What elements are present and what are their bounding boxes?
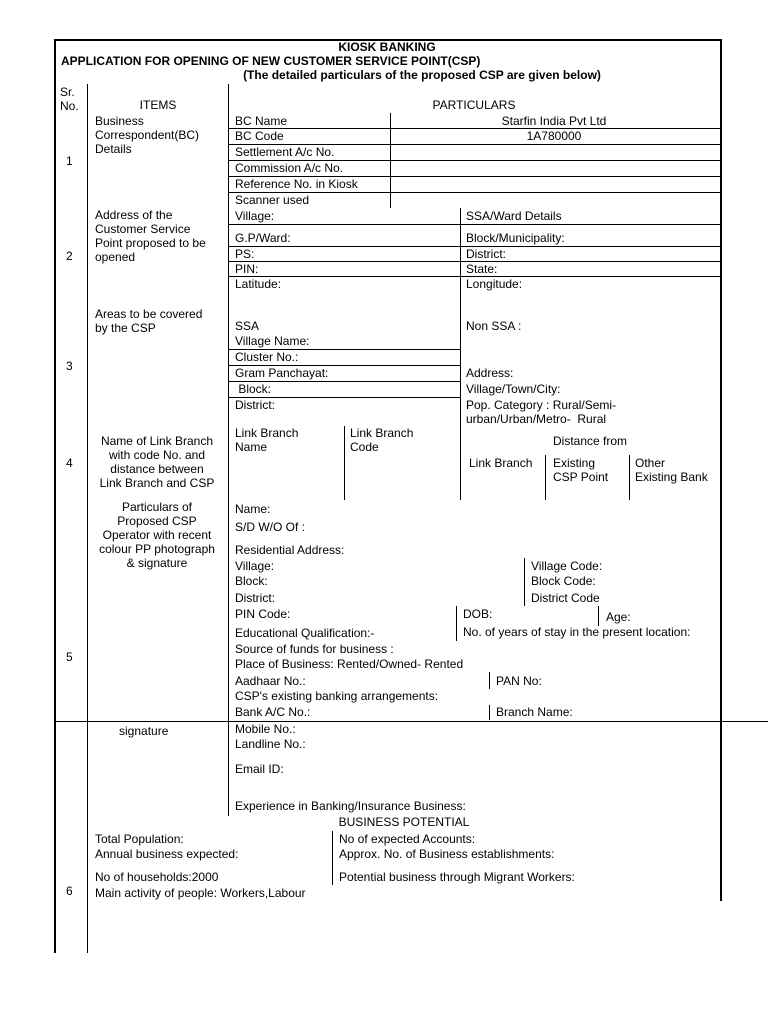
rule-line (228, 381, 460, 382)
operator-residential-address-field[interactable]: Residential Address: (235, 543, 345, 557)
non-ssa-field[interactable]: Non SSA : (466, 319, 522, 333)
csp-address-left-field[interactable]: G.P/Ward: (235, 231, 291, 245)
rule-line (228, 128, 721, 129)
operator-experience-field[interactable]: Experience in Banking/Insurance Business: (235, 799, 466, 813)
operator-village-field[interactable]: Village: (235, 559, 275, 573)
csp-address-right-field[interactable]: State: (466, 262, 498, 276)
operator-banking-arrangements-field[interactable]: CSP's existing banking arrangements: (235, 689, 439, 703)
operator-bank-ac-field[interactable]: Bank A/C No.: (235, 705, 311, 719)
rule-line (228, 365, 460, 366)
rule-line (545, 455, 546, 500)
area-left-field[interactable]: Block: (235, 382, 272, 396)
distance-existing-csp-header: Existing CSP Point (553, 456, 609, 484)
area-left-field[interactable]: Village Name: (235, 334, 310, 348)
sr-number-6: 6 (66, 884, 73, 898)
bc-field-value: Starfin India Pvt Ltd (501, 114, 607, 128)
csp-address-left-field[interactable]: Latitude: (235, 277, 282, 291)
operator-email-field[interactable]: Email ID: (235, 762, 284, 776)
rule-line (228, 144, 721, 145)
operator-dob-field[interactable]: DOB: (463, 607, 493, 621)
sr-number-2: 2 (66, 249, 73, 263)
sr-number-1: 1 (66, 154, 73, 168)
rule-line (524, 558, 525, 606)
rule-line (228, 276, 721, 277)
rule-line (456, 606, 457, 641)
operator-district-code-field[interactable]: District Code (531, 591, 600, 605)
business-households: No of households:2000 (95, 870, 219, 884)
rule-line (489, 705, 490, 720)
rule-line (228, 261, 721, 262)
rule-line (228, 176, 721, 177)
bc-field-label: BC Name (235, 114, 288, 128)
csp-address-left-field[interactable]: PIN: (235, 262, 259, 276)
form-title-application: APPLICATION FOR OPENING OF NEW CUSTOMER SERVICE POINT(CSP) (61, 54, 481, 68)
link-branch-name-header: Link Branch Name (235, 426, 299, 454)
operator-education-field[interactable]: Educational Qualification:- (235, 626, 375, 640)
sr-number-4: 4 (66, 456, 73, 470)
form-title-kiosk-banking: KIOSK BANKING (338, 40, 436, 54)
bc-field-label: BC Code (235, 129, 284, 143)
operator-mobile-field[interactable]: Mobile No.: (235, 722, 296, 736)
item-areas-covered: Areas to be covered by the CSP (95, 307, 203, 335)
rule-line (228, 224, 721, 225)
rule-line (460, 305, 461, 426)
rule-line (489, 672, 490, 689)
bc-field-value: 1A780000 (526, 129, 582, 143)
operator-branch-name-field[interactable]: Branch Name: (496, 705, 573, 719)
business-annual-expected: Annual business expected: (95, 847, 239, 861)
column-header-items: ITEMS (139, 98, 177, 112)
rule-line (228, 397, 460, 398)
operator-funds-source-field[interactable]: Source of funds for business : (235, 642, 394, 656)
rule-line (629, 455, 630, 500)
operator-block-field[interactable]: Block: (235, 574, 268, 588)
area-left-field[interactable]: Cluster No.: (235, 350, 299, 364)
distance-from-header: Distance from (552, 434, 628, 448)
column-header-particulars: PARTICULARS (432, 98, 516, 112)
csp-address-left-field[interactable]: Village: (235, 209, 275, 223)
csp-address-right-field[interactable]: Longitude: (466, 277, 523, 291)
rule-line (54, 39, 56, 953)
rule-line (228, 192, 721, 193)
rule-line (332, 831, 333, 885)
business-expected-accounts: No of expected Accounts: (339, 832, 476, 846)
operator-landline-field[interactable]: Landline No.: (235, 737, 306, 751)
bc-field-label: Commission A/c No. (235, 161, 344, 175)
operator-aadhaar-field[interactable]: Aadhaar No.: (235, 674, 306, 688)
bc-field-label: Scanner used (235, 193, 310, 207)
sr-number-3: 3 (66, 359, 73, 373)
area-left-field[interactable]: Gram Panchayat: (235, 366, 329, 380)
business-establishments: Approx. No. of Business establishments: (339, 847, 555, 861)
rule-line (228, 160, 721, 161)
csp-address-left-field[interactable]: PS: (235, 247, 255, 261)
operator-sdwo-field[interactable]: S/D W/O Of : (235, 520, 306, 534)
item-csp-operator: Particulars of Proposed CSP Operator with recent colour PP photograph & signature (99, 500, 215, 570)
operator-name-field[interactable]: Name: (235, 502, 271, 516)
operator-block-code-field[interactable]: Block Code: (531, 574, 596, 588)
ssa-field[interactable]: SSA (235, 319, 260, 333)
operator-pin-code-field[interactable]: PIN Code: (235, 607, 291, 621)
csp-address-right-field[interactable]: District: (466, 247, 506, 261)
operator-pan-field[interactable]: PAN No: (496, 674, 542, 688)
business-potential-title: BUSINESS POTENTIAL (338, 815, 470, 829)
operator-years-stay-field[interactable]: No. of years of stay in the present location: (463, 625, 691, 639)
operator-village-code-field[interactable]: Village Code: (531, 559, 603, 573)
rule-line (598, 606, 599, 626)
rule-line (460, 208, 461, 305)
area-pop-category-field[interactable]: Pop. Category : Rural/Semi- urban/Urban/Metro- Rural (466, 398, 617, 426)
operator-district-field[interactable]: District: (235, 591, 275, 605)
item-link-branch: Name of Link Branch with code No. and distance between Link Branch and CSP (99, 434, 215, 490)
area-village-town-field[interactable]: Village/Town/City: (466, 382, 561, 396)
operator-place-of-business-field[interactable]: Place of Business: Rented/Owned- Rented (235, 657, 464, 671)
business-migrant-workers: Potential business through Migrant Workers: (339, 870, 575, 884)
rule-line (344, 426, 345, 500)
rule-line (390, 113, 391, 208)
business-total-population: Total Population: (95, 832, 184, 846)
signature-label: signature (119, 724, 169, 738)
bc-field-label: Reference No. in Kiosk (235, 177, 358, 191)
area-address-field[interactable]: Address: (466, 366, 514, 380)
rule-line (228, 246, 721, 247)
sr-number-5: 5 (66, 650, 73, 664)
link-branch-code-header: Link Branch Code (350, 426, 414, 454)
distance-link-branch-header: Link Branch (469, 456, 533, 470)
item-bc-details: Business Correspondent(BC) Details (95, 114, 200, 156)
rule-line (460, 426, 461, 500)
distance-other-bank-header: Other Existing Bank (635, 456, 708, 484)
operator-age-field[interactable]: Age: (606, 610, 631, 624)
business-main-activity: Main activity of people: Workers,Labour (95, 886, 306, 900)
bc-field-label: Settlement A/c No. (235, 145, 335, 159)
form-subtitle: (The detailed particulars of the proposed CSP are given below) (243, 68, 601, 82)
rule-line (87, 721, 768, 722)
csp-address-right-field[interactable]: Block/Municipality: (466, 231, 565, 245)
item-csp-address: Address of the Customer Service Point proposed to be opened (95, 208, 206, 264)
rule-line (228, 349, 460, 350)
column-header-sr-no: Sr. No. (60, 85, 79, 113)
rule-line (720, 39, 722, 901)
csp-address-right-field[interactable]: SSA/Ward Details (466, 209, 562, 223)
area-left-field[interactable]: District: (235, 398, 275, 412)
